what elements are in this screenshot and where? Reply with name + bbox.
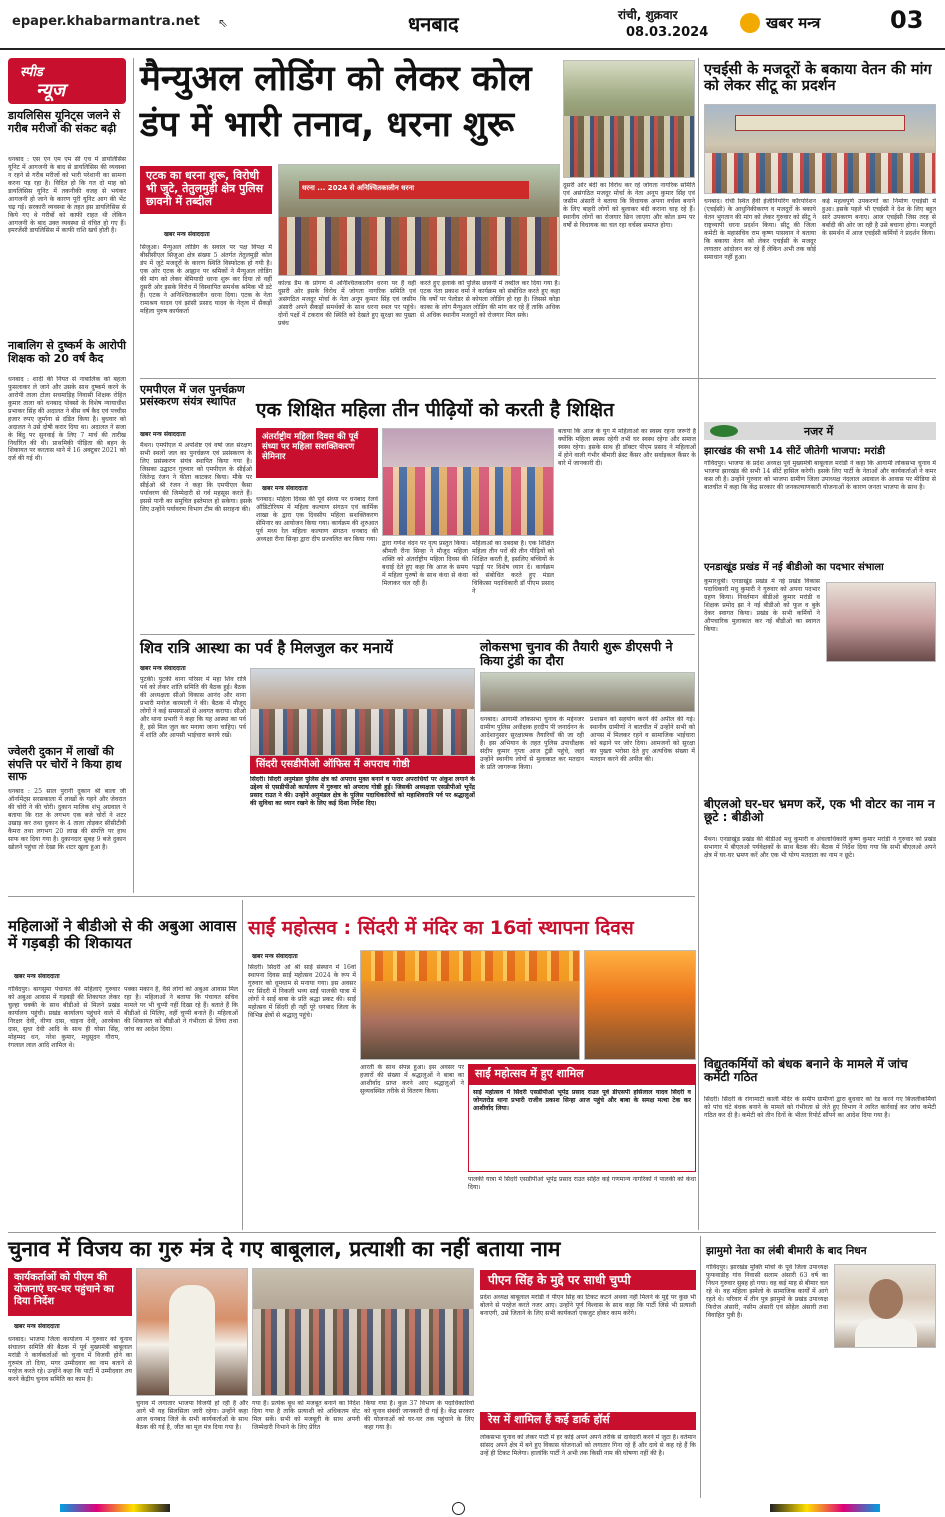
sai-headline: साईं महोत्सव : सिंदरी में मंदिर का 16वां स्थापना दिवस xyxy=(248,917,634,939)
nazar-tag: नजर में xyxy=(804,425,834,438)
sai-caption: साईं महोत्सव में हुए शामिल xyxy=(469,1065,695,1085)
lead-byline: खबर मन्त्र संवाददाता xyxy=(164,231,210,238)
mpl-body: मैथन। एमपीएल में अपशिष्ट एवं वर्षा जल संरक्षण सभी स्थलों जल का पुनर्चक्रण एवं प्रसंस्करण के लिए प्रसंस्करण संयंत्र स्थापित किया गया है। जिसका उद्घाटन गुरुवार को एमपीएल के सीईओ जितेन्द्र रंजन ने फीता काटकर किया। मौके पर सीईओ श्री रंजन ने कहा कि एमपीएल कैसा पर्यावरण की जिम्मेदारी से गर्व महसूस करते हैं। इससे पानी का समुचित इस्तेमाल हो सकेगा। इसके लिए उन्होंने पर्यावरण विभाग टीम की सराहना की। xyxy=(140,442,252,513)
chunav-byline: खबर मन्त्र संवाददाता xyxy=(14,1323,60,1330)
edu-photo[interactable] xyxy=(382,428,554,536)
page-number: 03 xyxy=(890,6,924,34)
lead-headline-1: मैन्युअल लोडिंग को लेकर कोल xyxy=(140,59,532,99)
edu-col-1: धनबाद। महिला दिवस की पूर्व संध्या पर धनबाद रेलवे ऑडिटोरियम में महिला कल्याण संगठन एवं कार्मिक शाखा के द्वारा एक दिवसीय महिला सशक्तिकरण सेमिनार का आयोजन किया गया। कार्यक्रम की शुरुआत पूर्व मध्य रेल महिला कल्याण संगठन धनबाद की अध्यक्षा रीना सिन्हा द्वारा दीप प्रज्वलित कर किया गया। xyxy=(256,496,378,543)
lead-highlight: एटक का धरना शुरू, विरोधी भी जुटे, तेतुलमुड़ी क्षेत्र पुलिस छावनी में तब्दील xyxy=(140,166,272,214)
hec-crowd xyxy=(705,153,936,194)
abua-col-1: गोविंदपुर। बागसुमा पंचायत की महिलाएं गुरुवार को अबुआ आवास में गड़बड़ी की शिकायत लेकर चुल्हा चक्की के साथ बीडीओ से मिलने प्रखंड कार्यालय पहुंची। प्रखंड कार्यालय पहुंचने वाले में निरक्षर देवी, वीणा दास, चाइना देवी, आरबेका दास, सुधा देवी आदि के साथ ही योसा सिंह, मोहम्मद धन, नरेश कुमार, मधुसूदन गौराप, रंगलाल लाल आदि शामिल थे। xyxy=(8,986,120,1049)
hec-photo[interactable] xyxy=(704,104,936,194)
registration-mark-icon xyxy=(452,1502,465,1515)
pn-subbody: लोकसभा चुनाव को लेकर पार्टी में हर कोई अपने अपने तरीके से दावेदारी करने में जुटा है। वर्तमान सांसद अपने क्षेत्र में बने हुए विकास योजनाओं को लगातार गिना रहे हैं और दावे से कह रहे हैं कि उन्हें ही टिकट मिलेगा। हालांकि पार्टी ने अभी तक किसी नाम की घोषणा नहीं की है। xyxy=(480,1434,696,1457)
photo-crowd xyxy=(279,217,560,276)
nazar-headline-4: विद्युतकर्मियों को बंधक बनाने के मामले में जांच कमेटी गठित xyxy=(704,1057,908,1085)
pn-body: प्रदेश अध्यक्ष बाबूलाल मरांडी ने पीएन सिंह का टिकट कटने अथवा नहीं मिलने के मुद्दे पर कुछ भी बोलने से परहेज करते नजर आए। उन्होंने पूर्ण विश्वास के साथ कहा कि पार्टी जिसे भी प्रत्याशी बनाएगी, उसे जिताने के लिए सभी कार्यकर्ता एकजुट होकर काम करेंगे। xyxy=(480,1294,696,1317)
hec-banner xyxy=(735,115,905,131)
hec-col-1: धनबाद। रांची स्थित हैवी इंजीनियरिंग कॉरपोरेशन (एचईसी) के आधुनिकीकरण व मजदूरों के बकाये वेतन भुगतान की मांग को लेकर गुरुवार को सीटू ने राष्ट्रव्यापी धरना प्रदर्शन किया। सीटू की जिला कमेटी के महासचिव राम कृष्ण पासवान ने बताया कि बकाया वेतन को लेकर एचईसी के मजदूर लगातार आंदोलन कर रहे हैं लेकिन अभी तक कोई समाधान नहीं हुआ। xyxy=(704,198,816,261)
speed-news-body-2: धनबाद : शादी की नियत से नाबालिक को बहला फुसलाकर ले जाने और उसके साथ दुष्कर्म करने के आरोपी ताला टोला सचमाड़िह निवासी शिक्षक रोहित कुमार ताला को धनबाद पोक्सो के विशेष न्यायाधीश प्रभाकर सिंह की अदालत ने बीस वर्ष कैद एवं पच्चीस हजार रुपए जुर्माना से दंडित किया है। बुधवार को अदालत ने उसे दोषी करार दिया था। अदालत ने सजा के बिंदु पर सुनवाई के लिए 7 मार्च की तारीख निर्धारित की थी। प्राथमिकी पीड़िता की बहन के शिकायत पर करतास थाने में 16 अक्टूबर 2021 को दर्ज की गई थी। xyxy=(8,376,126,463)
sai-byline: खबर मन्त्र संवाददाता xyxy=(252,953,298,960)
chunav-highlight: कार्यकर्ताओं को पीएम की योजनाएं घर-घर पहुंचाने का दिया निर्देश xyxy=(8,1268,132,1316)
pn-subhead: रेस में शामिल हैं कई डार्क हॉर्स xyxy=(480,1412,696,1430)
registration-bar xyxy=(0,1500,945,1517)
nazar-body-2: कुमारधुबी। एनडाखूंड प्रखंड में नई प्रखंड विकास पदाधिकारी मधु कुमारी ने गुरुवार को अपना पदभार ग्रहण किया। निवर्तमान बीडीओ कुमार मरांडी व शिक्षक प्रमोद झा ने नई बीडीओ को फूल व बुके देकर स्वागत किया। प्रखंड के सभी कर्मियों ने औपचारिक मुलाकात कर नई बीडीओ का स्वागत किया। xyxy=(704,578,820,633)
edu-byline: खबर मन्त्र संवाददाता xyxy=(262,485,308,492)
brand-circle-icon xyxy=(740,13,760,33)
issue-date: 08.03.2024 xyxy=(626,25,709,40)
shivratri-byline: खबर मन्त्र संवाददाता xyxy=(140,665,186,672)
edu-col-3: महिलाओं का दबदबा है। एक शिक्षित महिला तीन परों की तीन पीढ़ियों को शिक्षित करती है, इसलिए बच्चियों के पढ़ाई पर विशेष ध्यान दें। कार्यक्रम को संबोधित करते हुए मंडल चिकित्सा पदाधिकारी डॉ पीएम प्रसाद ने xyxy=(472,540,554,595)
photo-banner: धरना ... 2024 से अनिश्चितकालीन धरना xyxy=(299,181,529,199)
shivratri-people xyxy=(251,709,475,756)
abua-col-2: पक्का मकान है, वैसे लोगों को अबुआ आवास मिल रहा है। महिलाओं ने बताया कि पंचायत सचिव मामले पर भी चुप्पी नहीं दिखा रहे हैं। बताते हैं कि बीडीओ से मिलिए, वहीं चुप्पी बनाते हैं। महिलाओं की शिकायत को बीडीओ ने गंभीरता से लिया तथा जांच का आदेश दिया। xyxy=(124,986,238,1033)
color-swatch-right xyxy=(770,1504,880,1512)
loksabha-col-2: प्रशासन को सहयोग करने की अपील की गई। स्थानीय ग्रामीणों ने बातचीत में उन्होंने सभी को आपस में मिलकर रहने व सामाजिक भाईचारा को बढ़ाने पर जोर दिया। आमजनों को सुरक्षा का पुख्ता भरोसा देते हुए अत्यधिक संख्या में मतदान करने की अपील की। xyxy=(590,716,695,763)
section-title: धनबाद xyxy=(408,12,459,36)
brand-name: खबर मन्त्र xyxy=(766,14,821,32)
speed-news-body-3: धनबाद : 25 साल पुरानी दुकान श्री बाला जी ऑर्नामेंट्स सरसकाला में लाखों के गहने और जेवरात की चोरी ने की चोरी। दुकान मालिक शंभु अग्रवाल ने बताया कि रात के लगभग एक बजे चोरों ने शटर उखाड़ कर तथा दुकान के 4 ताला तोड़कर सीसीटीवी कैमरा तथा लगभग 20 लाख की संपत्ति पर हाथ साफ कर दिया गया है। दुकानदार सुबह 9 बजे दुकान खोलने पहुंचा तो देखा कि शटर खुला हुआ है। xyxy=(8,788,126,851)
nazar-body-4: सिंदरी। सिंदरी के रांगामाटी काली मंदिर के समीप ग्रामीणों द्वारा बुधवार को रेड करने गए बिजलीकर्मियों को पांच घंटे बंधक बनाने के मामले को गंभीरता से लेते हुए विभाग ने त्वरित कार्रवाई कर जांच कमेटी गठित कर दी है। कमेटी को तीन दिनों के भीतर रिपोर्ट सौंपने का आदेश दिया गया है। xyxy=(704,1096,936,1119)
sai-caption-body: साईं महोत्सव में सिंदरी एसडीपीओ भूपेंद्र प्रसाद राउत पूर्व डीएसपी हसिलाल यादव सिंदरी व जोगतरोड थाना प्रभारी राजीव प्रकाश सिन्हा आज पहुंचे और बाबा के समक्ष मत्था टेक कर आशीर्वाद लिया। xyxy=(473,1089,691,1112)
audience-rows xyxy=(253,1309,474,1396)
lead-photo-2[interactable] xyxy=(563,60,695,178)
edu-col-4: बताया कि आज के युग में महिलाओं का स्वस्थ रहना जरूरी है क्योंकि महिला स्वस्थ रहेगी तभी घर स्वस्थ रहेगा और समाज स्वस्थ रहेगा। इसके साथ ही डॉक्टर पीएम प्रसाद ने महिलाओं में होने वाली गंभीर बीमारी ब्रेस्ट कैंसर और सर्वाइकल कैंसर के बारे में जानकारी दी। xyxy=(558,428,696,467)
speed-news-headline-2: नाबालिग से दुष्कर्म के आरोपी शिक्षक को 20 वर्ष कैद xyxy=(8,339,127,365)
chunav-col-4: किया गया है। कुल 37 विभाग के पदाधिकारियों को चुनाव संबंधी जानकारी दी गई है। केंद्र सरकार की योजनाओं को घर-घर तक पहुंचाने के लिए कहा गया है। xyxy=(364,1400,474,1431)
loksabha-col-1: धनबाद। आगामी लोकसभा चुनाव के मद्देनजर ग्रामीण पुलिस अधीक्षक हरदीप पी जनार्दनन के आदेशानुसार सुरक्षात्मक तैयारियाँ की जा रही हैं। इस अभियान के तहत पुलिस उपाधीक्षक संदीप कुमार गुप्ता आज टुंडी पहुंचे, जहां उन्होंने स्थानीय लोगों से मुलाकात कर मतदान के प्रति जागरूक किया। xyxy=(480,716,584,771)
abua-headline: महिलाओं ने बीडीओ से की अबुआ आवास में गड़बड़ी की शिकायत xyxy=(8,917,237,952)
speaker-figure xyxy=(169,1285,215,1396)
chunav-photo-1[interactable] xyxy=(136,1268,248,1396)
nazar-eye-icon xyxy=(710,425,738,437)
sai-col-2: आरती के साथ संपन्न हुआ। इस अवसर पर हजारों की संख्या में श्रद्धालुओं ने बाबा का आशीर्वाद प्राप्त करने आए श्रद्धालुओं ने सुव्यवस्थित तरीके से वितरण किया। xyxy=(360,1064,464,1095)
speed-news-body-1: धनबाद : एस एन एम एम सी एच में डायलिसिस यूनिट में आगजनी के बाद से डायलिसिस की व्यवस्था न रहने से गरीब मरीजों को भारी परेशानी का सामना करना पड़ रहा है। विदित हो कि गत दो माह को डायलिसिस यूनिट में तकनीकी वजह से भयंकर आगजनी हो जाने के कारण पूरी यूनिट आग की भेंट चढ़ गई। सरकारी व्यवस्था के तहत इस डायलिसिस से किये गए थे गरीबों को काफी राहत थी लेकिन आगजनी के बाद उक्त व्यवस्था से वंचित हो गए हैं। इमरजेंसी डायलिसिस में काफी राशि खर्च होती है। xyxy=(8,156,126,235)
badge-bottom: न्यूज xyxy=(36,80,66,101)
sdpo-caption-body: सिंदरी। सिंदरी अनुमंडल पुलिस क्षेत्र को अपराध मुक्त बनाने व फरार अपराधियों पर अंकुश लगाने के उद्देश्य से एसडीपीओ कार्यालय में गुरुवार को अपराध गोष्ठी हुई। जिसकी अध्यक्षता एसडीपीओ भूपेंद्र प्रसाद राउत ने की। उन्होंने अनुमंडल क्षेत्र के पुलिस पदाधिकारियों को महाशिवरात्रि पर्व पर श्रद्धालुओं की सुविधा का ध्यान रखने के लिए कई दिशा निर्देश दिए। xyxy=(250,776,475,807)
chunav-col-3: गया है। प्रत्येक बूथ को मजबूत बनाने का निर्देश दिया गया है ताकि प्रत्याशी को अधिकतम वोट मिल सकें। सभी को मजबूती के साथ अपनी जिम्मेदारी निभाने के लिए प्रेरित xyxy=(252,1400,360,1431)
hec-headline: एचईसी के मजदूरों के बकाया वेतन की मांग को लेकर सीटू का प्रदर्शन xyxy=(704,62,932,95)
shivratri-body: पुटकी। पुटकी थाना परिसर में महा शिव रात्रि पर्व को लेकर शांति समिति की बैठक हुई। बैठक की अध्यक्षता सीओ विकास आनंद और थाना प्रभारी मनोज करमाली ने की। बैठक में मौजूद लोगों ने कई समस्याओं से अवगत कराया। सीओ और थाना प्रभारी ने कहा कि यह आस्था का पर्व है, इसे मिल जुल कर मनाया जाना चाहिए। पर्व में शांति और आपसी भाईचारा बनाये रखें। xyxy=(140,676,246,739)
jmm-body: गोविंदपुर। झारखंड मुक्ति मोर्चा के पूर्व जिला उपाध्यक्ष फुफवाडीह गांव निवासी सलाम अंसारी 63 वर्ष का निधन गुरुवार सुबह हो गया। वह कई माह से बीमार चल रहे थे। वह महिला झमेलो के सामाजिक कार्यों में आगे रहते थे। परिवार में तीन पुत्र झामुमो के प्रखंड उपाध्यक्ष फिरोज अंसारी, नसीम अंसारी एवं सोहेल अंसारी तथा विवाहित पुत्री है। xyxy=(706,1264,828,1319)
jmm-headline: झामुमो नेता का लंबी बीमारी के बाद निधन xyxy=(706,1245,867,1257)
chunav-col-1: धनबाद। भाजपा जिला कार्यालय में गुरुवार को चुनाव संचालन समिति की बैठक में पूर्व मुख्यमंत्री बाबूलाल मरांडी ने कार्यकर्ताओं को चुनाव में विजयी होने का गुरुमंत्र तो दिया, मगर उम्मीदवार का नाम बताने से परहेज करते रहे। उन्होंने कहा कि पार्टी में उम्मीदवार तय करने केंद्रीय चुनाव समिति का काम है। xyxy=(8,1336,132,1383)
edu-col-2: द्वारा गणेश वंदन पर नृत्य प्रस्तुत किया। श्रीमती रीना सिन्हा ने मौजूद महिला शक्ति को अंतर्राष्ट्रीय महिला दिवस की बधाई देते हुए कहा कि आज के समय में महिला पुरुषों के साथ कंधा से कंधा मिलाकर चल रही हैं। xyxy=(382,540,468,587)
sai-col-1: सिंदरी। सिंदरी ओ श्री साईं संस्थान में 16वां स्थापना दिवस साईं महोत्सव 2024 के रूप में गुरुवार को धूमधाम से मनाया गया। इस अवसर पर सिंदरी में निकली भव्य साईं पालकी यात्रा में लोगों ने साईं बाबा के प्रति श्रद्धा प्रकट की। साईं महोत्सव में सिंदरी ही नहीं पूरे धनबाद जिला के विभिन्न क्षेत्रों से श्रद्धालु पहुंचे। xyxy=(248,964,356,1019)
portrait-body xyxy=(855,1319,917,1348)
nazar-body-1: गोविंदपुर। भाजपा के प्रदेश अध्यक्ष पूर्व मुख्यमंत्री बाबूलाल मरांडी ने कहा कि आगामी लोकसभा चुनाव में भाजपा झारखंड की सभी 14 सीटें हासिल करेगी। इसके लिए पार्टी के नेताओं और कार्यकर्ताओं ने कमर कस ली है। उन्होंने गुरुवार को भाजपा ग्रामीण जिला उपाध्यक्ष नंदलाल अग्रवाल के आवास पर मीडिया से बातचीत में कहा कि केंद्र सरकार की जनकल्याणकारी योजनाओं के कारण जनता भाजपा के साथ है। xyxy=(704,460,936,491)
jmm-photo[interactable] xyxy=(834,1264,936,1348)
edu-caption: अंतर्राष्ट्रीय महिला दिवस की पूर्व संध्या पर महिला सशक्तिकरण सेमिनार xyxy=(256,428,378,478)
sdpo-caption: सिंदरी एसडीपीओ ऑफिस में अपराध गोष्ठी xyxy=(250,756,475,774)
speed-news-headline-3: ज्वेलरी दुकान में लाखों की संपत्ति पर चोरों ने किया हाथ साफ xyxy=(8,745,122,784)
abua-byline: खबर मन्त्र संवाददाता xyxy=(14,973,60,980)
nazar-body-3: मैथन। एनडाखूंड प्रखंड की बीडीओ मधु कुमारी व अंचलाधिकारी कृष्ण कुमार मरांडी ने गुरुवार को प्रखंड सभागार में बीएलओ पर्यवेक्षकों के साथ बैठक की। बैठक में निर्देश दिया गया कि सभी बीएलओ अपने क्षेत्र में घर-घर भ्रमण करें और एक भी योग्य मतदाता का नाम न छूटे। xyxy=(704,836,936,859)
hec-col-2: कई महत्वपूर्ण उपकरणों का निर्माण एचईसी में हुआ। इसके पहले भी एचईसी ने देश के लिए बहुत सारे उपकरण बनाए। आज एचईसी जिस तरह से बर्बादी की ओर जा रही है उसे बचाना होगा। मजदूरों के समर्थन में आज एचईसी कर्मियों ने प्रदर्शन किया। xyxy=(822,198,936,237)
color-swatch-left xyxy=(60,1504,170,1512)
cursor-icon: ⇖ xyxy=(218,16,229,30)
sai-caption-box xyxy=(468,1064,696,1172)
badge-top: स्पीड xyxy=(20,65,43,80)
chunav-photo-2[interactable] xyxy=(252,1268,474,1396)
speed-news-column xyxy=(8,58,128,893)
speed-news-badge xyxy=(8,58,126,104)
lead-col-4: दूसरी ओर बंदी का विरोध कर रहे जोगता नागरिक समिति एवं असंगठित मजदूर मोर्चा के नेता अनूप कुमार सिंह एवं जसीम अंसारी ने बताया कि विधायक अपना वर्चस्व बनाने के लिए बाहरी लोगों को बुलाकर बंदी कराना चाह रहे हैं। स्थानीय लोगों का रोजगार छिन जाएगा और कोल डम्प पर वर्षों से विधायक का चल रहा वर्चस्व समाप्त होगा। xyxy=(563,182,695,229)
shivratri-photo[interactable] xyxy=(250,668,475,756)
lead-headline-2: डंप में भारी तनाव, धरना शुरू xyxy=(140,105,515,145)
sai-flags xyxy=(361,951,580,981)
sai-photo-1[interactable] xyxy=(360,950,580,1060)
sai-photo-2[interactable] xyxy=(584,950,696,1060)
edu-people xyxy=(383,467,554,536)
speed-news-headline-1: डायलिसिस यूनिट्स जलने से गरीब मरीजों की संकट बढ़ी xyxy=(8,109,121,135)
brand-logo xyxy=(732,8,872,38)
edu-headline: एक शिक्षित महिला तीन पीढ़ियों को करती है शिक्षित xyxy=(256,399,614,421)
mpl-byline: खबर मन्त्र संवाददाता xyxy=(140,431,186,438)
pn-headline: पीएन सिंह के मुद्दे पर साधी चुप्पी xyxy=(480,1270,696,1290)
nazar-photo-1[interactable] xyxy=(826,582,936,662)
epaper-url[interactable]: epaper.khabarmantra.net xyxy=(12,14,200,29)
place-day: रांची, शुक्रवार xyxy=(618,8,678,22)
chunav-col-2: चुनाव में लगातार भाजपा विजयी हो रही है और आगे भी यह सिलसिला जारी रहेगा। उन्होंने कहा आज धनबाद जिले के सभी कार्यकर्ताओं के साथ बैठक की गई है, जीत का मूल मंत्र दिया गया है। xyxy=(136,1400,248,1431)
masthead xyxy=(0,0,945,50)
photo2-crowd xyxy=(564,116,695,178)
lead-col-3: करते हुए इलाके को पुलिस छावनी में तब्दील कर दिया गया है। एटक नेता प्रकाश वर्मा ने कार्यक्रम को संबोधित करते हुए कहा कि वर्षों पर पेलोडर से कोयला लोडिंग हो रहा है। जिससे कोड़ा काका के लोग मैन्युअल लोडिंग की मांग कर रहे हैं ताकि अधिक से अधिक स्थानीय मजदूरों को रोजगार मिल सके। xyxy=(420,280,560,319)
portrait-head xyxy=(869,1279,903,1319)
sai-col-3: पालकी यात्रा में सिंदरी एसडीपीओ भूपेंद्र प्रसाद राउत सहित कई गणमान्य नागरिकों ने पालकी को कंधा दिया। xyxy=(468,1176,696,1191)
lead-col-1: सिजुआ। मैन्युअल लोडिंग के सवाल पर पक्ष विपक्ष में बीसीसीएल सिजुआ क्षेत्र संख्या 5 अंतर्गत तेतुलमुड़ी कोल डंप में जुटे मजदूरों के कारण स्थिति विस्फोटक हो गयी है। एक ओर एटक के आह्वान पर श्रमिकों ने मैन्युअल लोडिंग की मांग को लेकर बेमियादी धरना शुरू कर दिया तो वहीं दूसरी ओर इसके विरोध में विस्थापित समर्थक श्रमिक भी डटे हैं। एटक ने अनिश्चितकालीन धरना दिया। एटक के नेता रामाश्रय यादव एवं झांसी प्रसाद यादव के नेतृत्व में सैकड़ों महिला पुरुष कार्यकर्ता xyxy=(140,244,272,315)
shivratri-headline: शिव रात्रि आस्था का पर्व है मिलजुल कर मनायें xyxy=(140,639,393,657)
nazar-headline-2: एनडाखूंड प्रखंड में नई बीडीओ का पदभार संभाला xyxy=(704,562,884,573)
lead-col-2: कोल्ड डैम के प्रांगण में अनिश्चितकालीन धरना पर हैं वहीं दूसरी ओर इसके विरोध में जोगता नागरिक समिति एवं असंगठित मजदूर मोर्चा के नेता अनूप कुमार सिंह एवं जसीम अंसारी अपने सैकड़ों समर्थकों के साथ धरना स्थल पर पहुंचे। दोनों पक्षों में टकराव की स्थिति को देखते हुए सुरक्षा का पुख्ता प्रबंध xyxy=(278,280,416,327)
loksabha-headline: लोकसभा चुनाव की तैयारी शुरू डीएसपी ने किया टुंडी का दौरा xyxy=(480,639,673,668)
chunav-headline: चुनाव में विजय का गुरु मंत्र दे गए बाबूलाल, प्रत्याशी का नहीं बताया नाम xyxy=(8,1237,561,1261)
mpl-headline: एमपीएल में जल पुनर्चक्रण प्रसंस्करण संयंत्र स्थापित xyxy=(140,383,245,409)
nazar-headline-3: बीएलओ घर-घर भ्रमण करें, एक भी वोटर का नाम न छूटे : बीडीओ xyxy=(704,797,935,825)
nazar-tag-bar xyxy=(704,422,936,440)
nazar-headline-1: झारखंड की सभी 14 सीटें जीतेगी भाजपा: मरांडी xyxy=(704,446,885,457)
lead-photo[interactable] xyxy=(278,164,560,276)
loksabha-photo[interactable] xyxy=(480,672,695,712)
